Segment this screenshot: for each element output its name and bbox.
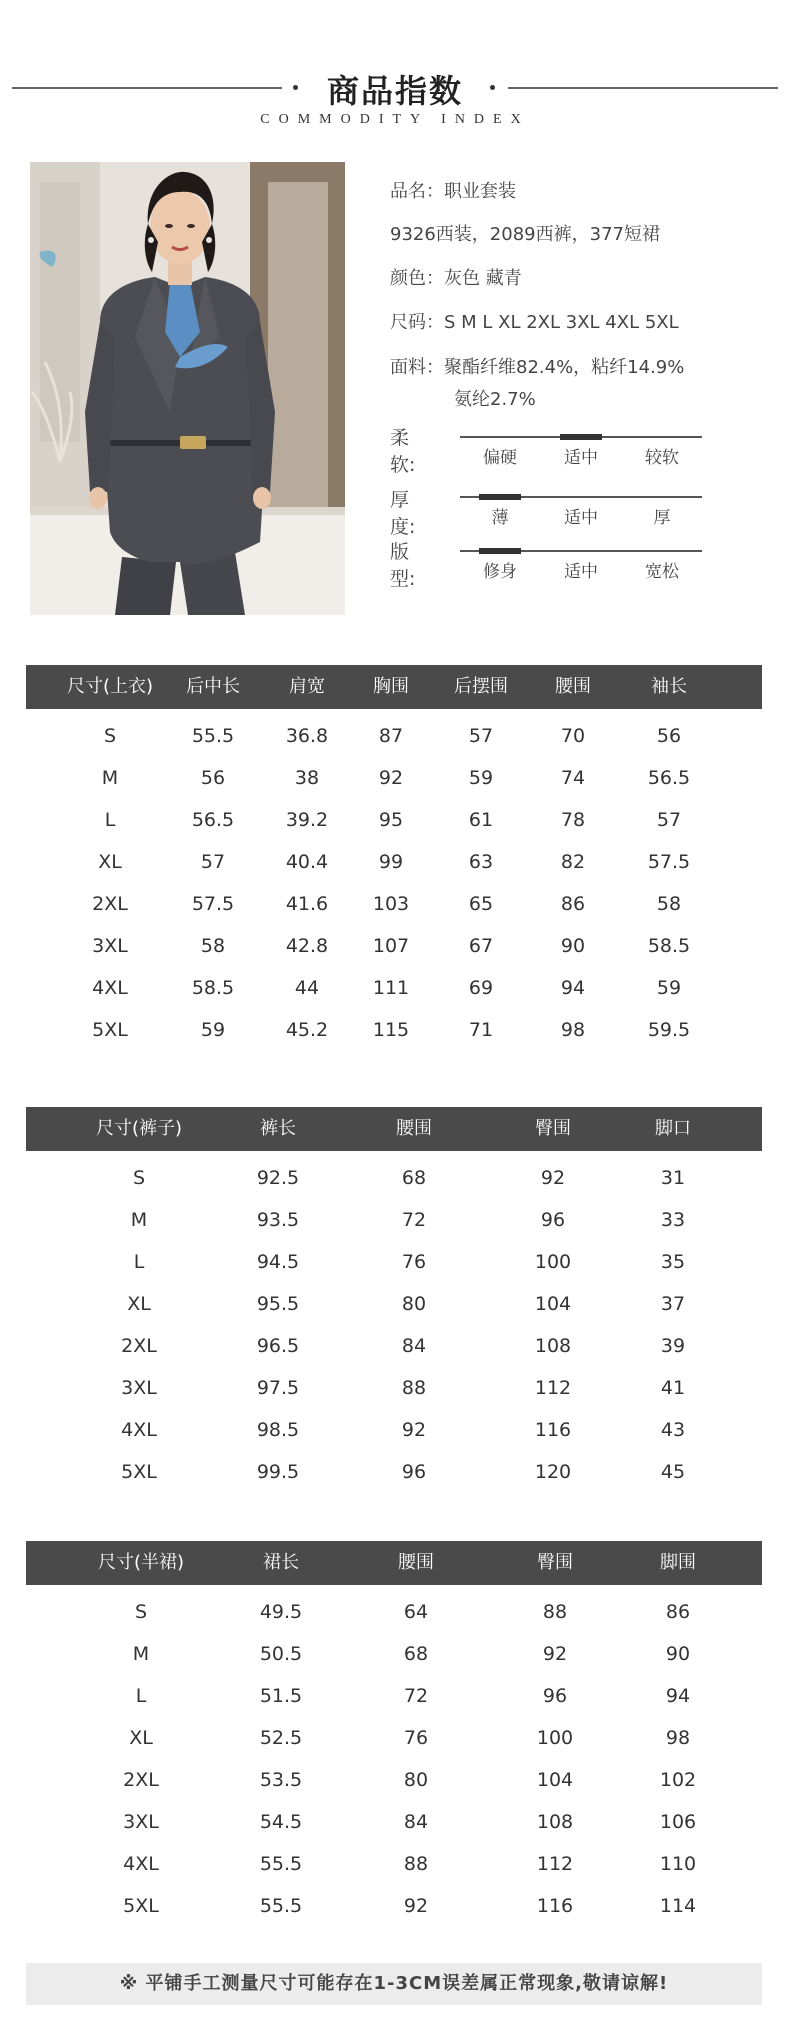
table-row <box>26 1199 762 1241</box>
table-cell: 94 <box>560 977 586 999</box>
table-cell: 93.5 <box>256 1209 300 1231</box>
table-cell: 44 <box>294 977 320 999</box>
table-row <box>26 1157 762 1199</box>
table-cell: 99 <box>378 851 404 873</box>
table-cell: 42.8 <box>285 935 329 957</box>
table-cell: 86 <box>665 1601 691 1623</box>
table-cell: XL <box>129 1727 153 1749</box>
table-cell: 112 <box>534 1377 572 1399</box>
table-cell: 92 <box>542 1643 568 1665</box>
table-cell: 94.5 <box>256 1251 300 1273</box>
table-cell: M <box>130 1209 148 1231</box>
table-cell: 116 <box>536 1895 574 1917</box>
model-illustration <box>30 162 345 615</box>
page-title: 商品指数 <box>326 72 463 110</box>
column-header: 腰围 <box>555 676 591 697</box>
table-cell: 112 <box>536 1853 574 1875</box>
table-row <box>26 1675 762 1717</box>
column-header: 后摆围 <box>454 676 508 697</box>
table-row <box>26 1409 762 1451</box>
table-cell: 59 <box>656 977 682 999</box>
table-row <box>26 715 762 757</box>
measurement-note: ※ 平铺手工测量尺寸可能存在1-3CM误差属正常现象,敬请谅解! <box>26 1963 762 2005</box>
table-cell: 56 <box>200 767 226 789</box>
softness-marker <box>560 434 602 440</box>
table-cell: 108 <box>534 1335 572 1357</box>
table-cell: L <box>133 1251 145 1273</box>
table-cell: 108 <box>536 1811 574 1833</box>
table-cell: 40.4 <box>285 851 329 873</box>
table-cell: 69 <box>468 977 494 999</box>
table-cell: 2XL <box>121 1335 157 1357</box>
table-cell: 82 <box>560 851 586 873</box>
table-cell: 99.5 <box>256 1461 300 1483</box>
table-cell: 4XL <box>123 1853 159 1875</box>
table-row <box>26 967 762 1009</box>
table-cell: 103 <box>372 893 410 915</box>
table-cell: 68 <box>401 1167 427 1189</box>
column-header: 裙长 <box>263 1552 299 1573</box>
table-row <box>26 1885 762 1927</box>
table-cell: 58 <box>200 935 226 957</box>
table-cell: 55.5 <box>259 1895 303 1917</box>
thickness-option: 厚 <box>653 508 671 528</box>
table-row <box>26 757 762 799</box>
header-dot-left <box>293 85 298 90</box>
table-row <box>26 883 762 925</box>
column-header: 臀围 <box>537 1552 573 1573</box>
table-cell: 49.5 <box>259 1601 303 1623</box>
table-cell: 120 <box>534 1461 572 1483</box>
table-cell: 78 <box>560 809 586 831</box>
table-cell: 76 <box>401 1251 427 1273</box>
column-header: 后中长 <box>186 676 240 697</box>
column-header: 裤长 <box>260 1118 296 1139</box>
fit-option: 适中 <box>564 562 598 582</box>
top-size-table <box>26 665 762 1055</box>
table-cell: 95.5 <box>256 1293 300 1315</box>
table-cell: 59.5 <box>647 1019 691 1041</box>
table-row <box>26 1759 762 1801</box>
column-header: 尺寸(裤子) <box>95 1118 183 1139</box>
table-cell: 57.5 <box>647 851 691 873</box>
table-cell: 53.5 <box>259 1769 303 1791</box>
skirt-size-table <box>26 1541 762 1931</box>
table-cell: 70 <box>560 725 586 747</box>
table-cell: 59 <box>200 1019 226 1041</box>
table-cell: M <box>132 1643 150 1665</box>
table-cell: 5XL <box>92 1019 128 1041</box>
product-color: 颜色：灰色 藏青 <box>390 268 522 289</box>
table-cell: 98 <box>665 1727 691 1749</box>
table-cell: 56.5 <box>647 767 691 789</box>
header-dot-right <box>490 85 495 90</box>
table-cell: 2XL <box>123 1769 159 1791</box>
table-cell: 63 <box>468 851 494 873</box>
table-cell: 4XL <box>92 977 128 999</box>
table-row <box>26 799 762 841</box>
table-cell: 92.5 <box>256 1167 300 1189</box>
table-cell: 115 <box>372 1019 410 1041</box>
table-cell: 39 <box>660 1335 686 1357</box>
product-sizes: 尺码：S M L XL 2XL 3XL 4XL 5XL <box>390 312 679 333</box>
table-cell: 65 <box>468 893 494 915</box>
table-cell: 87 <box>378 725 404 747</box>
table-row <box>26 841 762 883</box>
table-cell: 36.8 <box>285 725 329 747</box>
table-cell: S <box>134 1601 148 1623</box>
table-cell: L <box>135 1685 147 1707</box>
table-cell: 84 <box>403 1811 429 1833</box>
table-cell: S <box>132 1167 146 1189</box>
column-header: 袖长 <box>651 676 687 697</box>
table-cell: 57 <box>656 809 682 831</box>
column-header: 尺寸(上衣) <box>66 676 154 697</box>
table-cell: 39.2 <box>285 809 329 831</box>
table-row <box>26 1009 762 1051</box>
column-header: 胸围 <box>373 676 409 697</box>
table-cell: 92 <box>378 767 404 789</box>
table-cell: 37 <box>660 1293 686 1315</box>
pants-size-table <box>26 1107 762 1497</box>
table-cell: 5XL <box>121 1461 157 1483</box>
thickness-label: 厚度: <box>390 489 416 538</box>
table-cell: 57 <box>200 851 226 873</box>
table-row <box>26 1717 762 1759</box>
table-cell: 52.5 <box>259 1727 303 1749</box>
column-header: 肩宽 <box>289 676 325 697</box>
table-cell: 104 <box>534 1293 572 1315</box>
column-header: 腰围 <box>396 1118 432 1139</box>
table-cell: 31 <box>660 1167 686 1189</box>
table-cell: 38 <box>294 767 320 789</box>
softness-option: 较软 <box>645 448 679 468</box>
fit-option: 宽松 <box>645 562 679 582</box>
table-cell: 84 <box>401 1335 427 1357</box>
table-cell: 110 <box>659 1853 697 1875</box>
column-header: 脚口 <box>655 1118 691 1139</box>
table-cell: 96 <box>540 1209 566 1231</box>
table-cell: 86 <box>560 893 586 915</box>
table-cell: 100 <box>536 1727 574 1749</box>
table-cell: 102 <box>659 1769 697 1791</box>
thickness-marker <box>479 494 521 500</box>
table-cell: 104 <box>536 1769 574 1791</box>
table-cell: 74 <box>560 767 586 789</box>
table-cell: 55.5 <box>191 725 235 747</box>
table-cell: 88 <box>542 1601 568 1623</box>
table-cell: 72 <box>401 1209 427 1231</box>
table-cell: 96.5 <box>256 1335 300 1357</box>
fit-marker <box>479 548 521 554</box>
thickness-option: 薄 <box>491 508 509 528</box>
table-cell: 43 <box>660 1419 686 1441</box>
table-cell: 92 <box>403 1895 429 1917</box>
table-cell: 94 <box>665 1685 691 1707</box>
table-row <box>26 1283 762 1325</box>
table-cell: 98 <box>560 1019 586 1041</box>
column-header: 臀围 <box>535 1118 571 1139</box>
table-cell: 58.5 <box>191 977 235 999</box>
page-header <box>0 0 790 140</box>
table-cell: 100 <box>534 1251 572 1273</box>
softness-label: 柔软: <box>390 427 416 476</box>
column-header: 脚围 <box>660 1552 696 1573</box>
table-cell: 111 <box>372 977 410 999</box>
product-fabric-cont: 氨纶2.7% <box>454 389 536 410</box>
table-header <box>26 665 762 709</box>
table-cell: XL <box>98 851 122 873</box>
table-cell: 41 <box>660 1377 686 1399</box>
table-row <box>26 925 762 967</box>
table-cell: 59 <box>468 767 494 789</box>
header-divider-right <box>508 87 778 89</box>
softness-option: 适中 <box>564 448 598 468</box>
table-cell: 56 <box>656 725 682 747</box>
table-cell: 33 <box>660 1209 686 1231</box>
header-divider-left <box>12 87 282 89</box>
table-cell: 3XL <box>92 935 128 957</box>
table-cell: 107 <box>372 935 410 957</box>
table-cell: L <box>104 809 116 831</box>
product-name: 品名：职业套装 <box>390 181 516 202</box>
table-header <box>26 1107 762 1151</box>
table-cell: 50.5 <box>259 1643 303 1665</box>
table-row <box>26 1367 762 1409</box>
table-cell: 61 <box>468 809 494 831</box>
product-codes: 9326西装，2089西裤，377短裙 <box>390 224 660 245</box>
table-cell: 90 <box>560 935 586 957</box>
table-cell: 67 <box>468 935 494 957</box>
table-cell: 54.5 <box>259 1811 303 1833</box>
column-header: 尺寸(半裙) <box>97 1552 185 1573</box>
table-cell: 114 <box>659 1895 697 1917</box>
table-cell: 2XL <box>92 893 128 915</box>
table-cell: M <box>101 767 119 789</box>
table-cell: 90 <box>665 1643 691 1665</box>
page-subtitle: COMMODITY INDEX <box>260 112 530 127</box>
table-cell: 56.5 <box>191 809 235 831</box>
table-cell: 72 <box>403 1685 429 1707</box>
table-cell: 35 <box>660 1251 686 1273</box>
table-cell: 96 <box>542 1685 568 1707</box>
table-cell: 92 <box>401 1419 427 1441</box>
table-cell: XL <box>127 1293 151 1315</box>
table-cell: 88 <box>403 1853 429 1875</box>
column-header: 腰围 <box>398 1552 434 1573</box>
table-cell: 4XL <box>121 1419 157 1441</box>
thickness-option: 适中 <box>564 508 598 528</box>
table-row <box>26 1451 762 1493</box>
table-cell: 98.5 <box>256 1419 300 1441</box>
table-cell: 95 <box>378 809 404 831</box>
table-cell: 97.5 <box>256 1377 300 1399</box>
table-row <box>26 1843 762 1885</box>
softness-option: 偏硬 <box>483 448 517 468</box>
product-fabric: 面料：聚酯纤维82.4%，粘纤14.9% <box>390 357 685 378</box>
table-cell: 45.2 <box>285 1019 329 1041</box>
table-row <box>26 1241 762 1283</box>
table-cell: 116 <box>534 1419 572 1441</box>
table-cell: 106 <box>659 1811 697 1833</box>
fit-option: 修身 <box>483 562 517 582</box>
table-cell: 80 <box>401 1293 427 1315</box>
table-cell: 41.6 <box>285 893 329 915</box>
table-cell: 57.5 <box>191 893 235 915</box>
table-cell: 88 <box>401 1377 427 1399</box>
table-cell: 3XL <box>121 1377 157 1399</box>
table-cell: 5XL <box>123 1895 159 1917</box>
table-cell: 3XL <box>123 1811 159 1833</box>
table-cell: 96 <box>401 1461 427 1483</box>
table-cell: 58 <box>656 893 682 915</box>
table-row <box>26 1633 762 1675</box>
table-row <box>26 1801 762 1843</box>
table-row <box>26 1591 762 1633</box>
table-header <box>26 1541 762 1585</box>
table-cell: 51.5 <box>259 1685 303 1707</box>
product-photo <box>30 162 345 615</box>
table-cell: S <box>103 725 117 747</box>
table-cell: 58.5 <box>647 935 691 957</box>
table-cell: 80 <box>403 1769 429 1791</box>
table-cell: 57 <box>468 725 494 747</box>
table-cell: 55.5 <box>259 1853 303 1875</box>
fit-label: 版型: <box>390 541 416 590</box>
table-cell: 64 <box>403 1601 429 1623</box>
table-cell: 76 <box>403 1727 429 1749</box>
table-cell: 92 <box>540 1167 566 1189</box>
table-cell: 68 <box>403 1643 429 1665</box>
table-row <box>26 1325 762 1367</box>
table-cell: 71 <box>468 1019 494 1041</box>
table-cell: 45 <box>660 1461 686 1483</box>
